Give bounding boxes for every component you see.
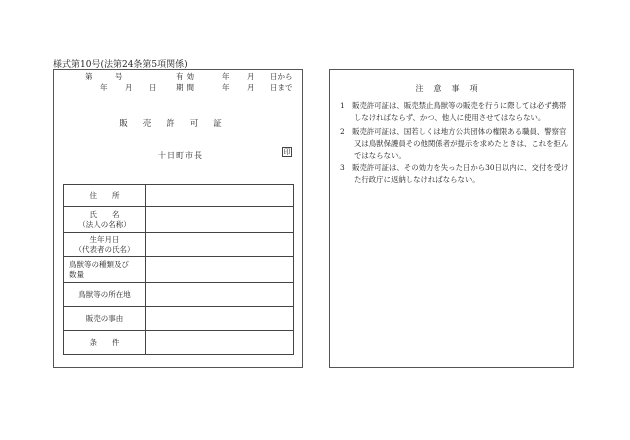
row-label-subtext: （代表者の氏名） — [74, 244, 135, 254]
row-label-text: 販売の事由 — [85, 313, 124, 323]
table-row — [64, 257, 294, 283]
row-label-address — [64, 185, 146, 207]
row-label-text: 鳥獣等の種類及び — [69, 259, 129, 269]
row-label-birthdate — [64, 233, 146, 257]
location-value — [146, 283, 294, 307]
row-label-subtext: 数量 — [69, 269, 84, 279]
row-label-location — [64, 283, 146, 307]
row-label-subtext: （法人の名称） — [78, 219, 131, 229]
notice-item: 3 販売許可証は、その効力を失った日から30日以内に、交付を受けた行政庁に返納しなければならない。 — [340, 163, 569, 184]
notice-item: 1 販売許可証は、販売禁止鳥獣等の販売を行うに際しては必ず携帯しなければならず、かつ、他人に使用させてはならない。 — [340, 101, 567, 122]
row-label-text: 住 所 — [89, 190, 120, 200]
valid-from-year: 年 — [222, 72, 230, 81]
issue-year: 年 — [100, 83, 108, 92]
table-row — [64, 283, 294, 307]
row-label-species — [64, 257, 146, 283]
valid-from-day: 日から — [270, 72, 293, 81]
issuer-name: 十日町市長 — [158, 151, 203, 160]
table-row — [64, 331, 294, 355]
notices-panel — [329, 69, 574, 368]
kikan-label: 期間 — [176, 83, 197, 92]
notice-item: 2 販売許可証は、国若しくは地方公共団体の権限ある職員、警察官又は鳥獣保護員その他関係者が提示を求めたときは、これを拒んではならない。 — [340, 127, 569, 160]
name-value — [146, 207, 294, 233]
row-label-name — [64, 207, 146, 233]
permit-panel — [53, 69, 303, 368]
conditions-value — [146, 331, 294, 355]
table-row — [64, 185, 294, 207]
row-label-text: 氏 名 — [89, 209, 120, 219]
form-number-label: 様式第10号(法第24条第5項関係) — [53, 60, 188, 70]
row-label-conditions — [64, 331, 146, 355]
dai-label: 第 — [85, 72, 93, 81]
gou-label: 号 — [115, 72, 123, 81]
yuukou-label: 有効 — [176, 72, 197, 81]
reason-value — [146, 307, 294, 331]
permit-details-table — [63, 184, 294, 355]
row-label-text: 鳥獣等の所在地 — [78, 289, 131, 299]
valid-from-month: 月 — [247, 72, 255, 81]
address-value — [146, 185, 294, 207]
species-value — [146, 257, 294, 283]
valid-to-year: 年 — [222, 83, 230, 92]
row-label-text: 生年月日 — [89, 234, 120, 244]
row-label-text: 条 件 — [89, 337, 120, 347]
issue-month: 月 — [125, 83, 133, 92]
row-label-reason — [64, 307, 146, 331]
table-row — [64, 233, 294, 257]
birthdate-value — [146, 233, 294, 257]
notices-title: 注意事項 — [415, 84, 488, 93]
permit-title: 販売許可証 — [119, 119, 237, 129]
valid-to-day: 日まで — [270, 83, 293, 92]
seal-mark: 印 — [283, 148, 291, 156]
issue-day: 日 — [149, 83, 157, 92]
table-row — [64, 207, 294, 233]
valid-to-month: 月 — [247, 83, 255, 92]
table-row — [64, 307, 294, 331]
